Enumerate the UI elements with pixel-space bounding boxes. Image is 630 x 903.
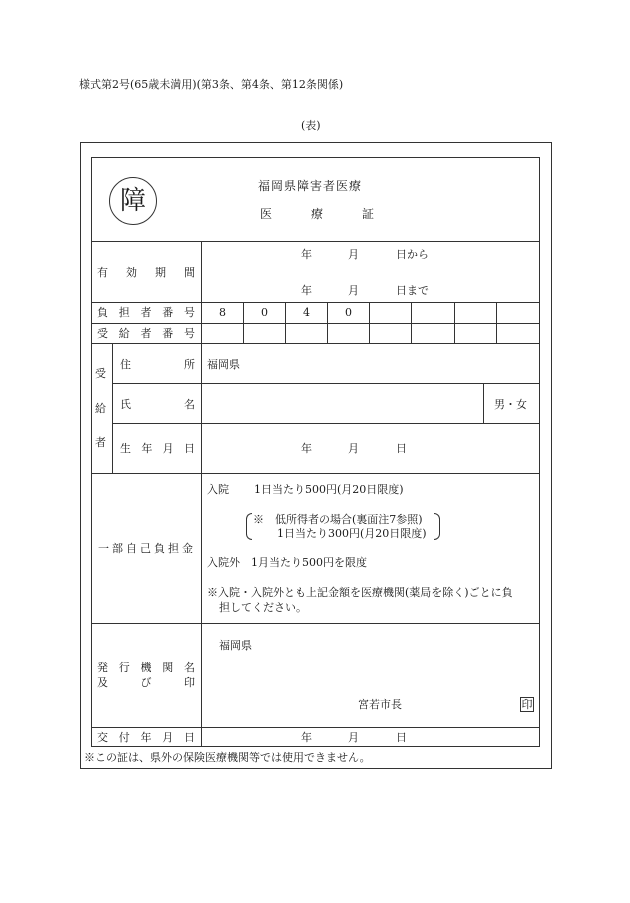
- validity-to-day: 日まで: [396, 284, 429, 297]
- issuer-label-2: 及 び 印: [97, 676, 195, 689]
- bracket-right: [434, 513, 440, 540]
- recipient-group-char: 者: [95, 436, 106, 449]
- outpatient-limit: 入院外 1月当たり500円を限度: [207, 556, 367, 569]
- digit-divider: [243, 302, 244, 343]
- validity-from-day: 日から: [396, 248, 429, 261]
- issuer-label-1: 発 行 機 関 名: [97, 661, 195, 674]
- gender-option: 男・女: [494, 398, 527, 411]
- divider: [112, 383, 540, 384]
- digit-divider: [369, 302, 370, 343]
- issuer-prefecture: 福岡県: [219, 639, 252, 652]
- divider: [91, 473, 540, 474]
- official-stamp: 印: [521, 698, 533, 711]
- divider: [91, 241, 540, 242]
- issue-day: 日: [396, 731, 407, 744]
- payer-digit: 4: [303, 306, 310, 319]
- validity-to-year: 年: [301, 284, 312, 297]
- payer-number-label: 負 担 者 番 号: [97, 306, 195, 319]
- divider: [91, 302, 540, 303]
- low-income-note: ※ 低所得者の場合(裏面注7参照): [253, 513, 423, 526]
- birth-year: 年: [301, 442, 312, 455]
- form-number: 様式第2号(65歳未満用)(第3条、第4条、第12条関係): [79, 78, 344, 91]
- validity-to-month: 月: [348, 284, 359, 297]
- digit-divider: [411, 302, 412, 343]
- payer-digit: 8: [219, 306, 226, 319]
- issuer-mayor: 宮若市長: [358, 698, 402, 711]
- digit-divider: [496, 302, 497, 343]
- birth-date-label: 生 年 月 日: [120, 442, 195, 455]
- payer-digit: 0: [261, 306, 268, 319]
- birth-month: 月: [348, 442, 359, 455]
- digit-divider: [454, 302, 455, 343]
- side-label: (表): [301, 119, 321, 132]
- issue-date-label: 交 付 年 月 日: [97, 731, 195, 744]
- digit-divider: [327, 302, 328, 343]
- card-title: 福岡県障害者医療: [258, 179, 363, 193]
- payer-digit: 0: [345, 306, 352, 319]
- divider: [91, 323, 540, 324]
- digit-divider: [285, 302, 286, 343]
- recipient-group-char: 給: [95, 402, 106, 415]
- address-label: 住 所: [120, 358, 195, 371]
- validity-from-month: 月: [348, 248, 359, 261]
- divider: [112, 423, 540, 424]
- validity-label: 有 効 期 間: [97, 266, 195, 279]
- low-income-value: 1日当たり300円(月20日限度): [277, 527, 427, 540]
- inpatient-label: 入院: [207, 483, 229, 496]
- card-subtitle: 医 療 証: [260, 207, 374, 221]
- footer-note: ※この証は、県外の保険医療機関等では使用できません。: [84, 751, 371, 764]
- issue-year: 年: [301, 731, 312, 744]
- copay-note-cont: 担してください。: [219, 601, 307, 614]
- issue-month: 月: [348, 731, 359, 744]
- birth-day: 日: [396, 442, 407, 455]
- name-label: 氏 名: [120, 398, 195, 411]
- divider: [91, 623, 540, 624]
- column-divider: [112, 343, 113, 473]
- column-divider: [483, 383, 484, 423]
- column-divider: [201, 241, 202, 747]
- divider: [91, 343, 540, 344]
- recipient-number-label: 受 給 者 番 号: [97, 327, 195, 340]
- bracket-left: [246, 513, 252, 540]
- divider: [91, 727, 540, 728]
- address-value: 福岡県: [207, 358, 240, 371]
- inpatient-value: 1日当たり500円(月20日限度): [254, 483, 404, 496]
- copay-note: ※入院・入院外とも上記金額を医療機関(薬局を除く)ごとに負: [207, 586, 513, 599]
- disability-seal: 障: [109, 177, 157, 225]
- validity-from-year: 年: [301, 248, 312, 261]
- recipient-group-char: 受: [95, 367, 106, 380]
- copay-label: 一部自己負担金: [98, 542, 196, 555]
